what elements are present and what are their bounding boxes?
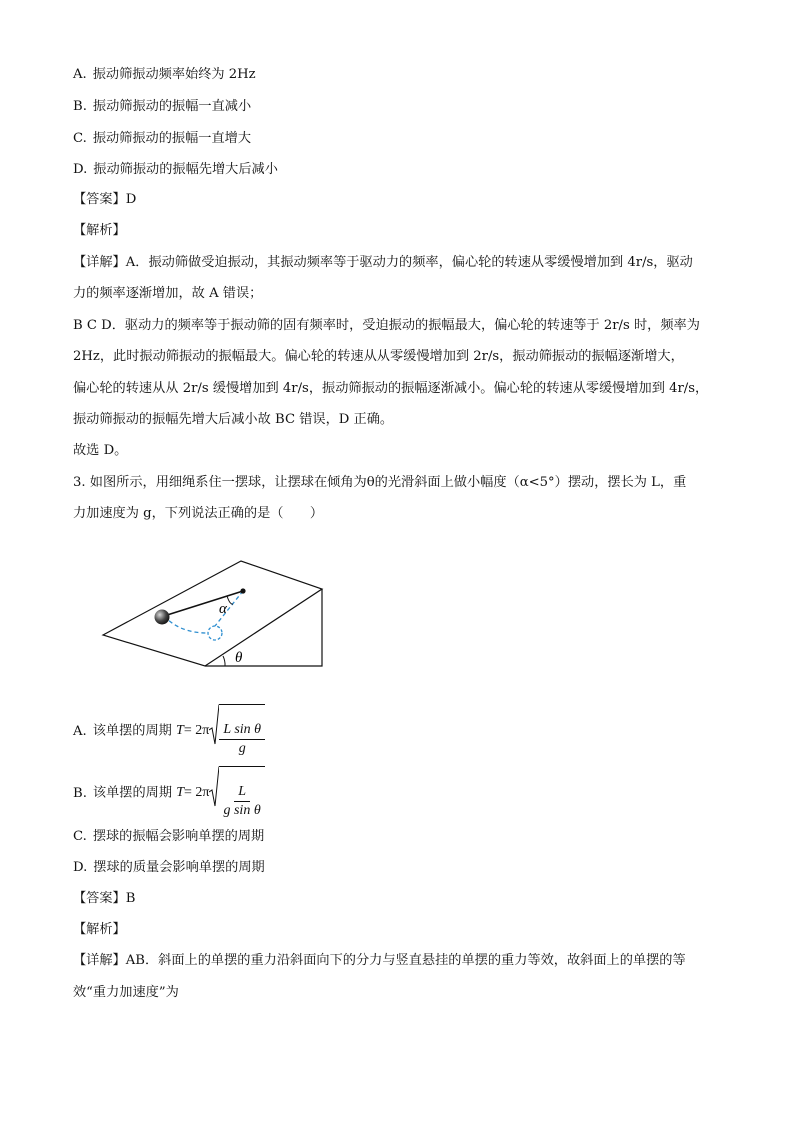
equilibrium-ball-outline [208, 626, 222, 640]
q3-detail-line: 【详解】AB．斜面上的单摆的重力沿斜面向下的分力与竖直悬挂的单摆的重力等效，故斜面上的单摆的等 [73, 953, 686, 968]
fraction-numerator: L sin θ [219, 721, 265, 740]
option-text: 振动筛振动的振幅先增大后减小 [93, 162, 278, 177]
q2-answer: 【答案】D [73, 192, 137, 207]
option-label: D. [73, 860, 88, 875]
option-text: 振动筛振动频率始终为 2Hz [92, 67, 256, 82]
q3-detail-line: 效“重力加速度”为 [73, 985, 179, 1000]
q2-conclusion: 故选 D。 [73, 443, 128, 458]
radicand [219, 704, 265, 758]
theta-arc [223, 656, 225, 666]
q3-option-b [73, 766, 265, 820]
q3-answer: 【答案】B [73, 891, 136, 906]
option-text: 摆球的振幅会影响单摆的周期 [92, 829, 265, 844]
q2-option-d [73, 161, 278, 179]
swing-path [164, 616, 207, 633]
fraction-denominator: g [238, 741, 246, 756]
option-label: A. [73, 67, 87, 82]
incline-pendulum-figure [95, 555, 330, 675]
formula-lhs: T [176, 785, 185, 800]
formula-eq: = 2π [183, 723, 210, 738]
q3-analysis-heading: 【解析】 [73, 922, 126, 937]
q2-detail-line: 2Hz，此时振动筛振动的振幅最大。偏心轮的转速从从零缓慢增加到 2r/s，振动筛振动的振幅逐渐增大， [73, 349, 684, 364]
option-text: 振动筛振动的振幅一直减小 [92, 99, 252, 114]
q3-option-d [73, 859, 265, 877]
q3-option-a [73, 704, 265, 758]
q2-detail-line: B C D．驱动力的频率等于振动筛的固有频率时，受迫振动的振幅最大，偏心轮的转速等于 2r/s 时，频率为 [73, 318, 700, 333]
period-formula-a [176, 704, 265, 758]
fraction [219, 783, 264, 820]
option-prefix: 该单摆的周期 [92, 723, 172, 739]
q2-analysis-heading: 【解析】 [73, 223, 126, 238]
q2-detail-line: 偏心轮的转速从从 2r/s 缓慢增加到 4r/s，振动筛振动的振幅逐渐减小。偏心轮的转速从零缓慢增加到 4r/s， [73, 381, 709, 396]
pivot-point [240, 588, 245, 593]
theta-label: θ [235, 650, 243, 666]
fraction-numerator: L [234, 783, 250, 802]
sqrt-symbol [209, 766, 264, 820]
option-label: B. [73, 785, 87, 801]
option-label: B. [73, 99, 87, 114]
q2-detail-line: 【详解】A．振动筛做受迫振动，其振动频率等于驱动力的频率，偏心轮的转速从零缓慢增加到 4r/s，驱动 [73, 255, 693, 270]
option-text: 振动筛振动的振幅一直增大 [92, 131, 252, 146]
option-label: C. [73, 131, 87, 146]
radical-sign [209, 766, 219, 808]
q3-option-c [73, 828, 264, 846]
sqrt-symbol [209, 704, 265, 758]
option-label: D. [73, 162, 88, 177]
option-prefix: 该单摆的周期 [92, 785, 173, 801]
q3-stem-line: 3. 如图所示，用细绳系住一摆球，让摆球在倾角为θ的光滑斜面上做小幅度（α<5°）摆动，摆长为 L，重 [73, 475, 687, 490]
formula-lhs: T [176, 723, 184, 738]
pendulum-ball [155, 610, 170, 625]
alpha-label: α [219, 601, 227, 617]
option-label: C. [73, 829, 87, 844]
option-text: 摆球的质量会影响单摆的周期 [93, 860, 265, 875]
formula-eq: = 2π [184, 785, 210, 800]
alpha-arc [227, 596, 233, 604]
period-formula-b [176, 766, 264, 820]
q2-detail-line: 力的频率逐渐增加，故 A 错误； [73, 286, 263, 301]
q2-option-b [73, 98, 251, 116]
q2-detail-line: 振动筛振动的振幅先增大后减小故 BC 错误，D 正确。 [73, 412, 394, 427]
q3-stem-line: 力加速度为 g，下列说法正确的是（ ） [73, 506, 324, 521]
radicand [219, 766, 264, 820]
q2-option-c [73, 130, 251, 148]
q2-option-a [73, 66, 256, 84]
fraction [219, 721, 265, 758]
fraction-denominator: g sin θ [223, 803, 261, 818]
option-label: A. [73, 723, 87, 739]
radical-sign [209, 704, 219, 746]
incline-plane [103, 561, 322, 666]
